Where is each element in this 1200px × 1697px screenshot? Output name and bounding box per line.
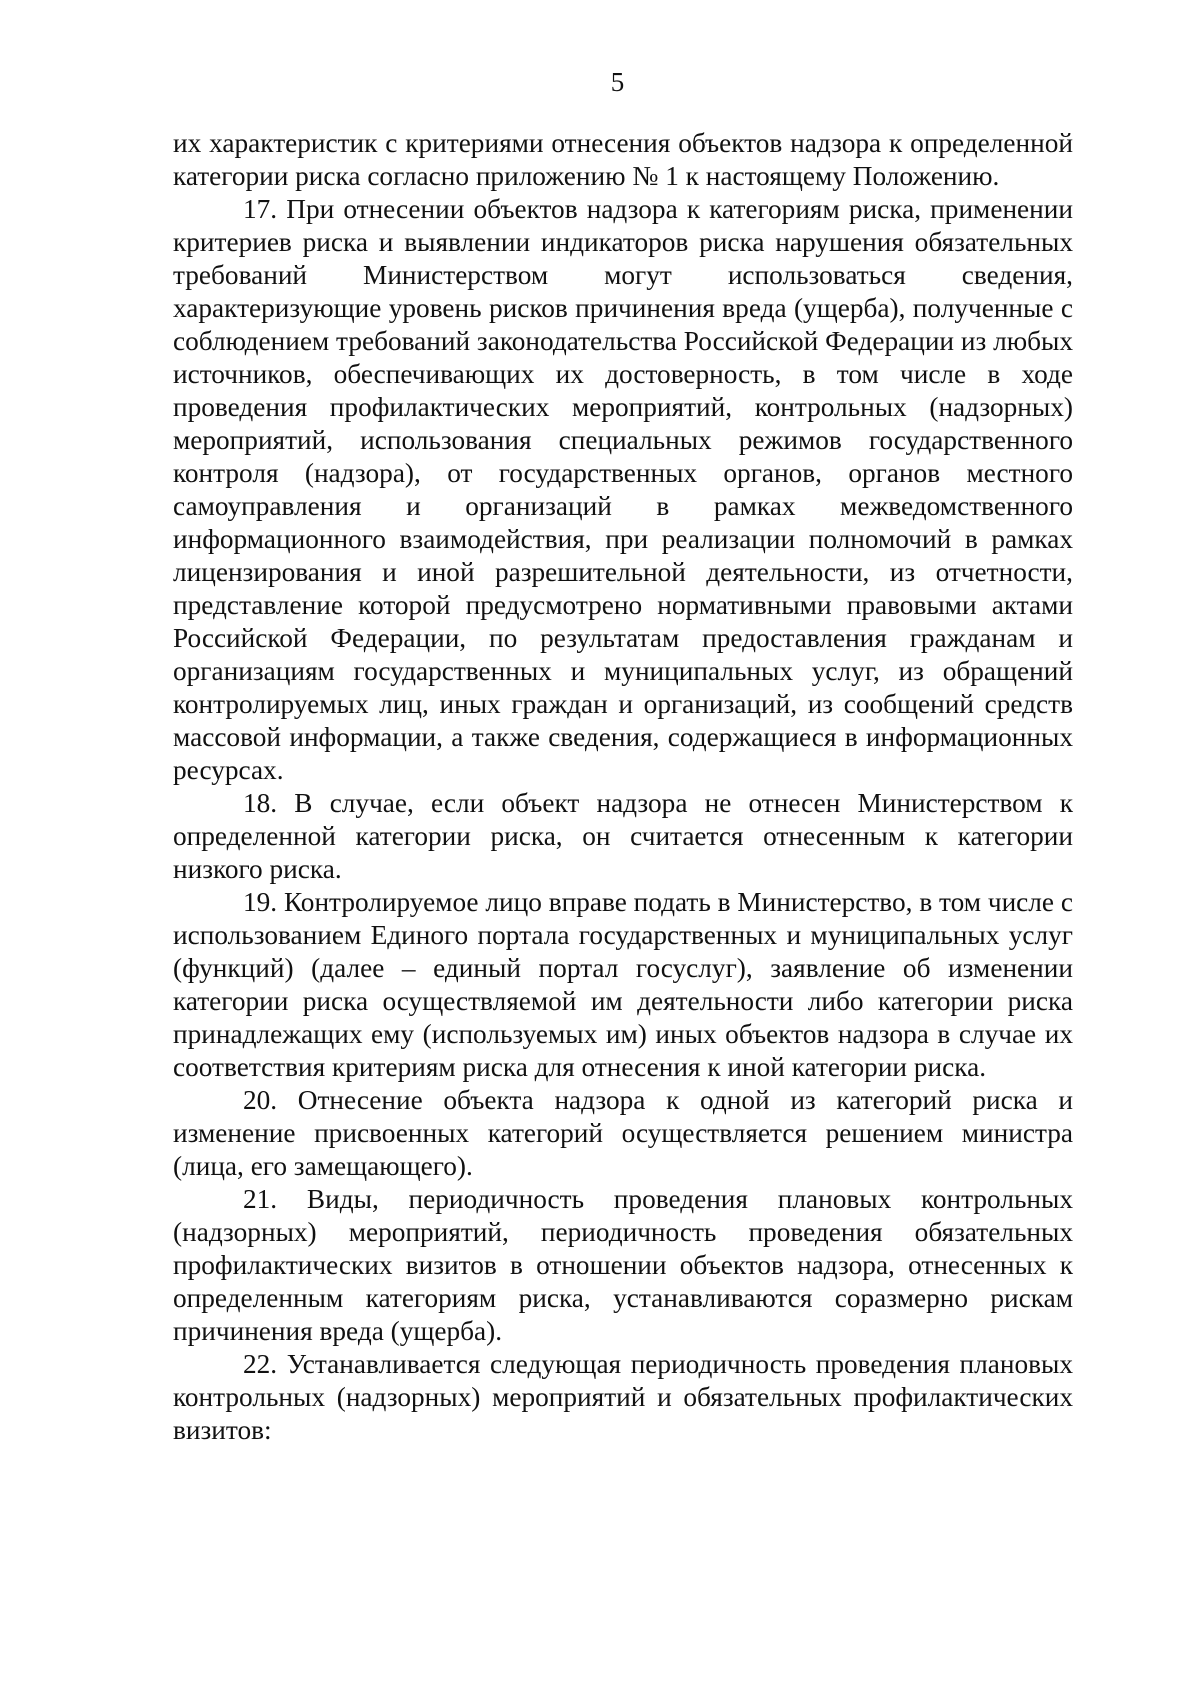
paragraph-22: 22. Устанавливается следующая периодичность проведения плановых контрольных (надзорных) мероприятий и обязательных профилактических визитов: — [173, 1349, 1073, 1445]
document-body — [173, 127, 1073, 1447]
paragraph-20: 20. Отнесение объекта надзора к одной из категорий риска и изменение присвоенных категорий осуществляется решением министра (лица, его замещающего). — [173, 1085, 1073, 1181]
paragraph-17: 17. При отнесении объектов надзора к категориям риска, применении критериев риска и выявлении индикаторов риска нарушения обязательных требований Министерством могут использоваться сведения, характеризующие уровень рисков причинения вреда (ущерба), полученные с соблюдением требований законодательства Российской Федерации из любых источников, обеспечивающих их достоверность, в том числе в ходе проведения профилактических мероприятий, контрольных (надзорных) мероприятий, использования специальных режимов государственного контроля (надзора), от государственных органов, органов местного самоуправления и организаций в рамках межведомственного информационного взаимодействия, при реализации полномочий в рамках лицензирования и иной разрешительной деятельности, из отчетности, представление которой предусмотрено нормативными правовыми актами Российской Федерации, по результатам предоставления гражданам и организациям государственных и муниципальных услуг, из обращений контролируемых лиц, иных граждан и организаций, из сообщений средств массовой информации, а также сведения, содержащиеся в информационных ресурсах. — [173, 194, 1073, 785]
paragraph-19: 19. Контролируемое лицо вправе подать в Министерство, в том числе с использованием Единого портала государственных и муниципальных услуг (функций) (далее – единый портал госуслуг), заявление об изменении категории риска осуществляемой им деятельности либо категории риска принадлежащих ему (используемых им) иных объектов надзора в случае их соответствия критериям риска для отнесения к иной категории риска. — [173, 887, 1073, 1082]
paragraph-18: 18. В случае, если объект надзора не отнесен Министерством к определенной категории риска, он считается отнесенным к категории низкого риска. — [173, 788, 1073, 884]
page-number: 5 — [610, 67, 625, 97]
paragraph-continuation: их характеристик с критериями отнесения объектов надзора к определенной категории риска согласно приложению № 1 к настоящему Положению. — [173, 128, 1073, 191]
paragraph-21: 21. Виды, периодичность проведения плановых контрольных (надзорных) мероприятий, периодичность проведения обязательных профилактических визитов в отношении объектов надзора, отнесенных к определенным категориям риска, устанавливаются соразмерно рискам причинения вреда (ущерба). — [173, 1184, 1073, 1346]
